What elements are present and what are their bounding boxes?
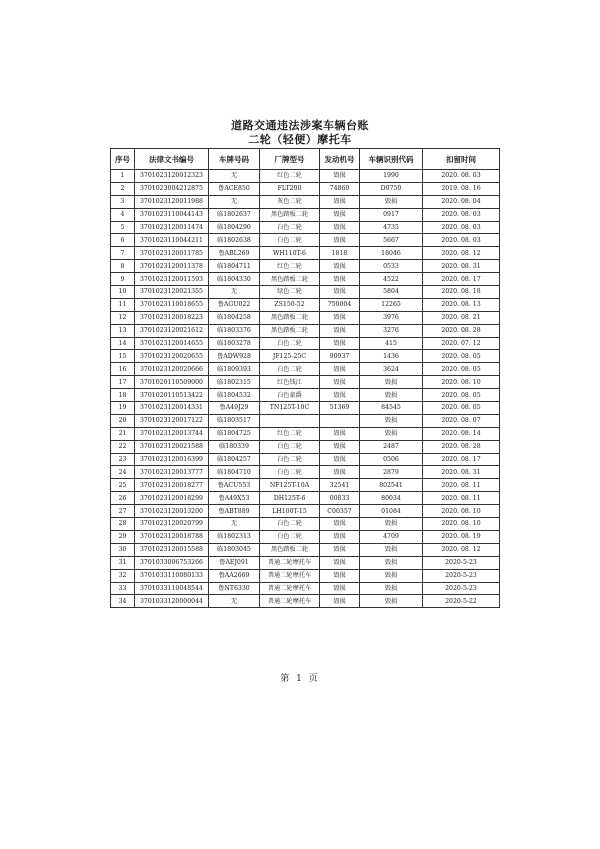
cell-brand-model: 黑色踏板二轮 [260,324,320,337]
cell-brand-model: 黑色踏板二轮 [260,311,320,324]
cell-index: 4 [111,208,135,221]
cell-plate-number: 鲁ADW928 [209,350,260,363]
cell-engine-number: 毁损 [320,221,360,234]
table-row [111,479,500,492]
cell-engine-number: 毁损 [320,324,360,337]
cell-plate-number: 鲁NT6330 [209,582,260,595]
cell-engine-number: 毁损 [320,543,360,556]
cell-detention-date: 2020. 08. 11 [423,492,500,505]
cell-plate-number: 鲁ACU553 [209,479,260,492]
table-header-row [111,149,500,170]
table-row [111,273,500,286]
cell-vin: 5667 [360,234,423,247]
cell-document-number: 3701020110509000 [135,376,209,389]
cell-plate-number: 鲁AGU022 [209,298,260,311]
cell-vin: 毁损 [360,427,423,440]
cell-index: 30 [111,543,135,556]
cell-vin: 12265 [360,298,423,311]
table-row [111,414,500,427]
cell-plate-number: 鲁A49X53 [209,492,260,505]
cell-detention-date: 2020. 08. 03 [423,234,500,247]
table-row [111,569,500,582]
cell-engine-number: 毁损 [320,582,360,595]
cell-document-number: 3701023120021612 [135,324,209,337]
table-row [111,170,500,183]
cell-plate-number: 临1809393 [209,363,260,376]
cell-vin: 毁损 [360,376,423,389]
cell-brand-model: ZS150-52 [260,298,320,311]
cell-plate-number: 临1802638 [209,234,260,247]
cell-index: 3 [111,195,135,208]
cell-vin: 415 [360,337,423,350]
cell-document-number: 3701023120014655 [135,337,209,350]
cell-index: 32 [111,569,135,582]
cell-vin: 0506 [360,453,423,466]
cell-detention-date: 2020. 08. 07 [423,414,500,427]
cell-index: 18 [111,389,135,402]
cell-index: 22 [111,440,135,453]
cell-vin: 18046 [360,247,423,260]
cell-vin: 80034 [360,492,423,505]
cell-brand-model: WH110T-6 [260,247,320,260]
cell-index: 20 [111,414,135,427]
cell-vin: 毁损 [360,518,423,531]
cell-vin: 4522 [360,273,423,286]
cell-document-number: 3701023120014331 [135,402,209,415]
cell-detention-date: 2020. 08. 28 [423,440,500,453]
document-subtitle: 二轮（轻便）摩托车 [248,133,352,146]
cell-document-number: 3701033006753266 [135,556,209,569]
cell-engine-number: 毁损 [320,556,360,569]
cell-index: 23 [111,453,135,466]
cell-engine-number: 毁损 [320,195,360,208]
cell-plate-number: 临1804711 [209,260,260,273]
table-row [111,324,500,337]
cell-plate-number: 无 [209,286,260,299]
cell-document-number: 3701023120020799 [135,518,209,531]
cell-index: 34 [111,595,135,608]
cell-plate-number: 无 [209,518,260,531]
cell-plate-number: 临1804725 [209,427,260,440]
cell-document-number: 3701023120015588 [135,543,209,556]
cell-plate-number: 鲁AEJ091 [209,556,260,569]
cell-plate-number: 临1803517 [209,414,260,427]
cell-detention-date: 2020. 08. 10 [423,518,500,531]
cell-plate-number: 鲁ABL269 [209,247,260,260]
cell-vin: 1990 [360,170,423,183]
cell-engine-number: 毁损 [320,595,360,608]
cell-index: 26 [111,492,135,505]
cell-vin: 0917 [360,208,423,221]
cell-brand-model: 普通二轮摩托车 [260,556,320,569]
cell-index: 27 [111,505,135,518]
cell-plate-number: 临1804532 [209,389,260,402]
cell-vin: 毁损 [360,195,423,208]
table-row [111,260,500,273]
cell-index: 12 [111,311,135,324]
cell-vin: 毁损 [360,582,423,595]
cell-document-number: 3701023120011988 [135,195,209,208]
cell-brand-model: JF125-25C [260,350,320,363]
cell-detention-date: 2020. 08. 05 [423,350,500,363]
cell-plate-number: 临1803045 [209,543,260,556]
cell-brand-model: 白色二轮 [260,234,320,247]
cell-brand-model: 红色二轮 [260,170,320,183]
cell-detention-date: 2019. 08. 16 [423,182,500,195]
cell-vin: 3624 [360,363,423,376]
cell-index: 1 [111,170,135,183]
cell-document-number: 3701023120020655 [135,350,209,363]
cell-engine-number: 毁损 [320,260,360,273]
header-document-number: 法律文书编号 [135,149,209,170]
cell-document-number: 3701020110513422 [135,389,209,402]
cell-detention-date: 2020. 08. 10 [423,505,500,518]
cell-plate-number: 临1804290 [209,221,260,234]
cell-plate-number: 鲁ACE850 [209,182,260,195]
cell-engine-number: 毁损 [320,170,360,183]
cell-vin: 4709 [360,530,423,543]
header-brand-model: 厂牌型号 [260,149,320,170]
cell-index: 33 [111,582,135,595]
cell-document-number: 3701023120018299 [135,492,209,505]
cell-document-number: 3701023120021355 [135,286,209,299]
cell-index: 5 [111,221,135,234]
table-row [111,286,500,299]
cell-document-number: 3701023120018277 [135,479,209,492]
cell-index: 31 [111,556,135,569]
table-row [111,182,500,195]
cell-brand-model: 红色钱江 [260,376,320,389]
cell-detention-date: 2020-5-23 [423,582,500,595]
cell-plate-number: 临180339 [209,440,260,453]
cell-engine-number: 51369 [320,402,360,415]
cell-engine-number: 毁损 [320,234,360,247]
cell-brand-model: 普通二轮摩托车 [260,582,320,595]
header-engine-number: 发动机号 [320,149,360,170]
cell-index: 25 [111,479,135,492]
cell-detention-date: 2020. 08. 18 [423,286,500,299]
cell-document-number: 3701023120013200 [135,505,209,518]
table-row [111,298,500,311]
cell-plate-number: 无 [209,195,260,208]
cell-index: 28 [111,518,135,531]
cell-index: 17 [111,376,135,389]
cell-engine-number: 毁损 [320,376,360,389]
table-row [111,337,500,350]
table-row [111,453,500,466]
cell-detention-date: 2020. 08. 04 [423,195,500,208]
cell-plate-number: 临1804710 [209,466,260,479]
cell-document-number: 3701023120016399 [135,453,209,466]
cell-document-number: 3701023120017122 [135,414,209,427]
cell-detention-date: 2020. 08. 17 [423,453,500,466]
cell-index: 14 [111,337,135,350]
cell-detention-date: 2020. 08. 28 [423,324,500,337]
table-row [111,582,500,595]
table-row [111,350,500,363]
cell-vin: 毁损 [360,389,423,402]
cell-plate-number: 临1804330 [209,273,260,286]
cell-engine-number: 毁损 [320,453,360,466]
cell-document-number: 3701023120018223 [135,311,209,324]
cell-vin: 毁损 [360,569,423,582]
cell-index: 8 [111,260,135,273]
cell-brand-model [260,414,320,427]
cell-detention-date: 2020. 08. 13 [423,298,500,311]
cell-detention-date: 2020. 07. 12 [423,337,500,350]
header-index: 序号 [111,149,135,170]
table-row [111,376,500,389]
cell-detention-date: 2020. 08. 10 [423,376,500,389]
cell-vin: 3976 [360,311,423,324]
cell-brand-model: 黑色踏板二轮 [260,208,320,221]
cell-index: 9 [111,273,135,286]
cell-engine-number: 毁损 [320,363,360,376]
cell-vin: 802541 [360,479,423,492]
cell-index: 6 [111,234,135,247]
header-detention-date: 扣留时间 [423,149,500,170]
table-row [111,530,500,543]
table-row [111,466,500,479]
cell-detention-date: 2020-5-23 [423,569,500,582]
cell-detention-date: 2020. 08. 21 [423,311,500,324]
table-row [111,505,500,518]
cell-brand-model: 红色二轮 [260,260,320,273]
cell-vin: 01084 [360,505,423,518]
table-row [111,195,500,208]
cell-detention-date: 2020-5-23 [423,556,500,569]
cell-index: 16 [111,363,135,376]
cell-engine-number: 毁损 [320,518,360,531]
cell-plate-number: 临1802315 [209,376,260,389]
cell-index: 11 [111,298,135,311]
cell-plate-number: 临1803376 [209,324,260,337]
cell-engine-number: 1818 [320,247,360,260]
cell-detention-date: 2020. 08. 05 [423,389,500,402]
cell-plate-number: 鲁AA2669 [209,569,260,582]
cell-brand-model: 普通二轮摩托车 [260,595,320,608]
cell-engine-number: 毁损 [320,311,360,324]
cell-index: 24 [111,466,135,479]
table-row [111,208,500,221]
cell-document-number: 3701023120018788 [135,530,209,543]
cell-document-number: 3701023120012323 [135,170,209,183]
cell-index: 7 [111,247,135,260]
cell-brand-model: FLT200 [260,182,320,195]
header-vin: 车辆识别代码 [360,149,423,170]
cell-detention-date: 2020. 08. 11 [423,479,500,492]
cell-document-number: 3701033120000044 [135,595,209,608]
cell-plate-number: 无 [209,170,260,183]
cell-engine-number: 32541 [320,479,360,492]
cell-index: 2 [111,182,135,195]
table-row [111,221,500,234]
cell-brand-model: LH100T-15 [260,505,320,518]
cell-brand-model: TN125T-10C [260,402,320,415]
cell-index: 19 [111,402,135,415]
cell-brand-model: NF125T-10A [260,479,320,492]
cell-document-number: 3701023120011378 [135,260,209,273]
cell-index: 15 [111,350,135,363]
cell-brand-model: 红色二轮 [260,427,320,440]
cell-plate-number: 鲁A49J29 [209,402,260,415]
cell-brand-model: 白色二轮 [260,221,320,234]
cell-brand-model: 白色二轮 [260,453,320,466]
table-row [111,234,500,247]
cell-engine-number: 毁损 [320,273,360,286]
cell-engine-number: 00833 [320,492,360,505]
cell-plate-number: 无 [209,595,260,608]
cell-vin: 毁损 [360,556,423,569]
cell-plate-number: 临1804258 [209,311,260,324]
cell-engine-number: 毁损 [320,208,360,221]
cell-document-number: 3701023110044143 [135,208,209,221]
cell-document-number: 3701023120011593 [135,273,209,286]
cell-brand-model: 白色二轮 [260,337,320,350]
table-row [111,543,500,556]
table-row [111,518,500,531]
vehicle-ledger-table [110,148,500,608]
cell-vin: 4735 [360,221,423,234]
cell-brand-model: 白色豪爵 [260,389,320,402]
cell-document-number: 3701023004212875 [135,182,209,195]
cell-detention-date: 2020. 08. 05 [423,402,500,415]
cell-engine-number: 毁损 [320,286,360,299]
cell-brand-model: 白色二轮 [260,466,320,479]
cell-vin: 2879 [360,466,423,479]
cell-engine-number: 毁损 [320,530,360,543]
cell-detention-date: 2020-5-22 [423,595,500,608]
cell-plate-number: 临1802313 [209,530,260,543]
cell-engine-number [320,414,360,427]
cell-engine-number: 毁损 [320,569,360,582]
table-row [111,247,500,260]
cell-plate-number: 临1802637 [209,208,260,221]
cell-vin: 1436 [360,350,423,363]
cell-index: 29 [111,530,135,543]
cell-detention-date: 2020. 08. 03 [423,208,500,221]
cell-brand-model: 黑色踏板二轮 [260,273,320,286]
cell-document-number: 3701033110080133 [135,569,209,582]
cell-brand-model: 白色二轮 [260,440,320,453]
table-row [111,440,500,453]
cell-detention-date: 2020. 08. 14 [423,427,500,440]
page-number: 第 1 页 [280,674,320,684]
cell-vin: 5804 [360,286,423,299]
cell-engine-number: 毁损 [320,337,360,350]
cell-document-number: 3701023120021588 [135,440,209,453]
cell-detention-date: 2020. 08. 17 [423,273,500,286]
cell-plate-number: 临1804257 [209,453,260,466]
cell-detention-date: 2020. 08. 31 [423,466,500,479]
cell-brand-model: 白色二轮 [260,518,320,531]
cell-detention-date: 2020. 08. 03 [423,170,500,183]
cell-vin: 毁损 [360,543,423,556]
cell-vin: 毁损 [360,414,423,427]
cell-detention-date: 2020. 08. 31 [423,260,500,273]
cell-engine-number: C00357 [320,505,360,518]
header-plate-number: 车牌号码 [209,149,260,170]
cell-document-number: 3701023110044211 [135,234,209,247]
cell-detention-date: 2020. 08. 12 [423,543,500,556]
cell-brand-model: 黑色踏板二轮 [260,543,320,556]
cell-brand-model: DH125T-6 [260,492,320,505]
cell-brand-model: 灰色二轮 [260,195,320,208]
cell-document-number: 3701023120013777 [135,466,209,479]
table-row [111,311,500,324]
table-row [111,363,500,376]
table-row [111,389,500,402]
cell-engine-number: 毁损 [320,440,360,453]
table-row [111,595,500,608]
cell-detention-date: 2020. 08. 03 [423,221,500,234]
table-row [111,556,500,569]
cell-engine-number: 74860 [320,182,360,195]
cell-engine-number: 毁损 [320,389,360,402]
table-row [111,427,500,440]
cell-document-number: 3701023120013744 [135,427,209,440]
cell-engine-number: 毁损 [320,466,360,479]
cell-vin: 2487 [360,440,423,453]
cell-detention-date: 2020. 08. 12 [423,247,500,260]
cell-brand-model: 绿色二轮 [260,286,320,299]
cell-brand-model: 白色二轮 [260,363,320,376]
table-row [111,402,500,415]
table-row [111,492,500,505]
cell-index: 13 [111,324,135,337]
cell-index: 21 [111,427,135,440]
cell-vin: 0533 [360,260,423,273]
cell-vin: 毁损 [360,595,423,608]
document-title: 道路交通违法涉案车辆台账 [231,119,369,132]
cell-plate-number: 鲁ABT889 [209,505,260,518]
cell-engine-number: 90937 [320,350,360,363]
cell-vin: 84545 [360,402,423,415]
cell-document-number: 3701033110048544 [135,582,209,595]
cell-engine-number: 毁损 [320,427,360,440]
cell-brand-model: 白色二轮 [260,530,320,543]
cell-index: 10 [111,286,135,299]
cell-engine-number: 750004 [320,298,360,311]
cell-document-number: 3701023120011785 [135,247,209,260]
cell-plate-number: 临1803278 [209,337,260,350]
cell-document-number: 3701023120011474 [135,221,209,234]
cell-vin: D0750 [360,182,423,195]
cell-detention-date: 2020. 08. 19 [423,530,500,543]
cell-brand-model: 普通二轮摩托车 [260,569,320,582]
cell-document-number: 3701023110018655 [135,298,209,311]
cell-document-number: 3701023120020666 [135,363,209,376]
cell-vin: 3276 [360,324,423,337]
cell-detention-date: 2020. 08. 05 [423,363,500,376]
